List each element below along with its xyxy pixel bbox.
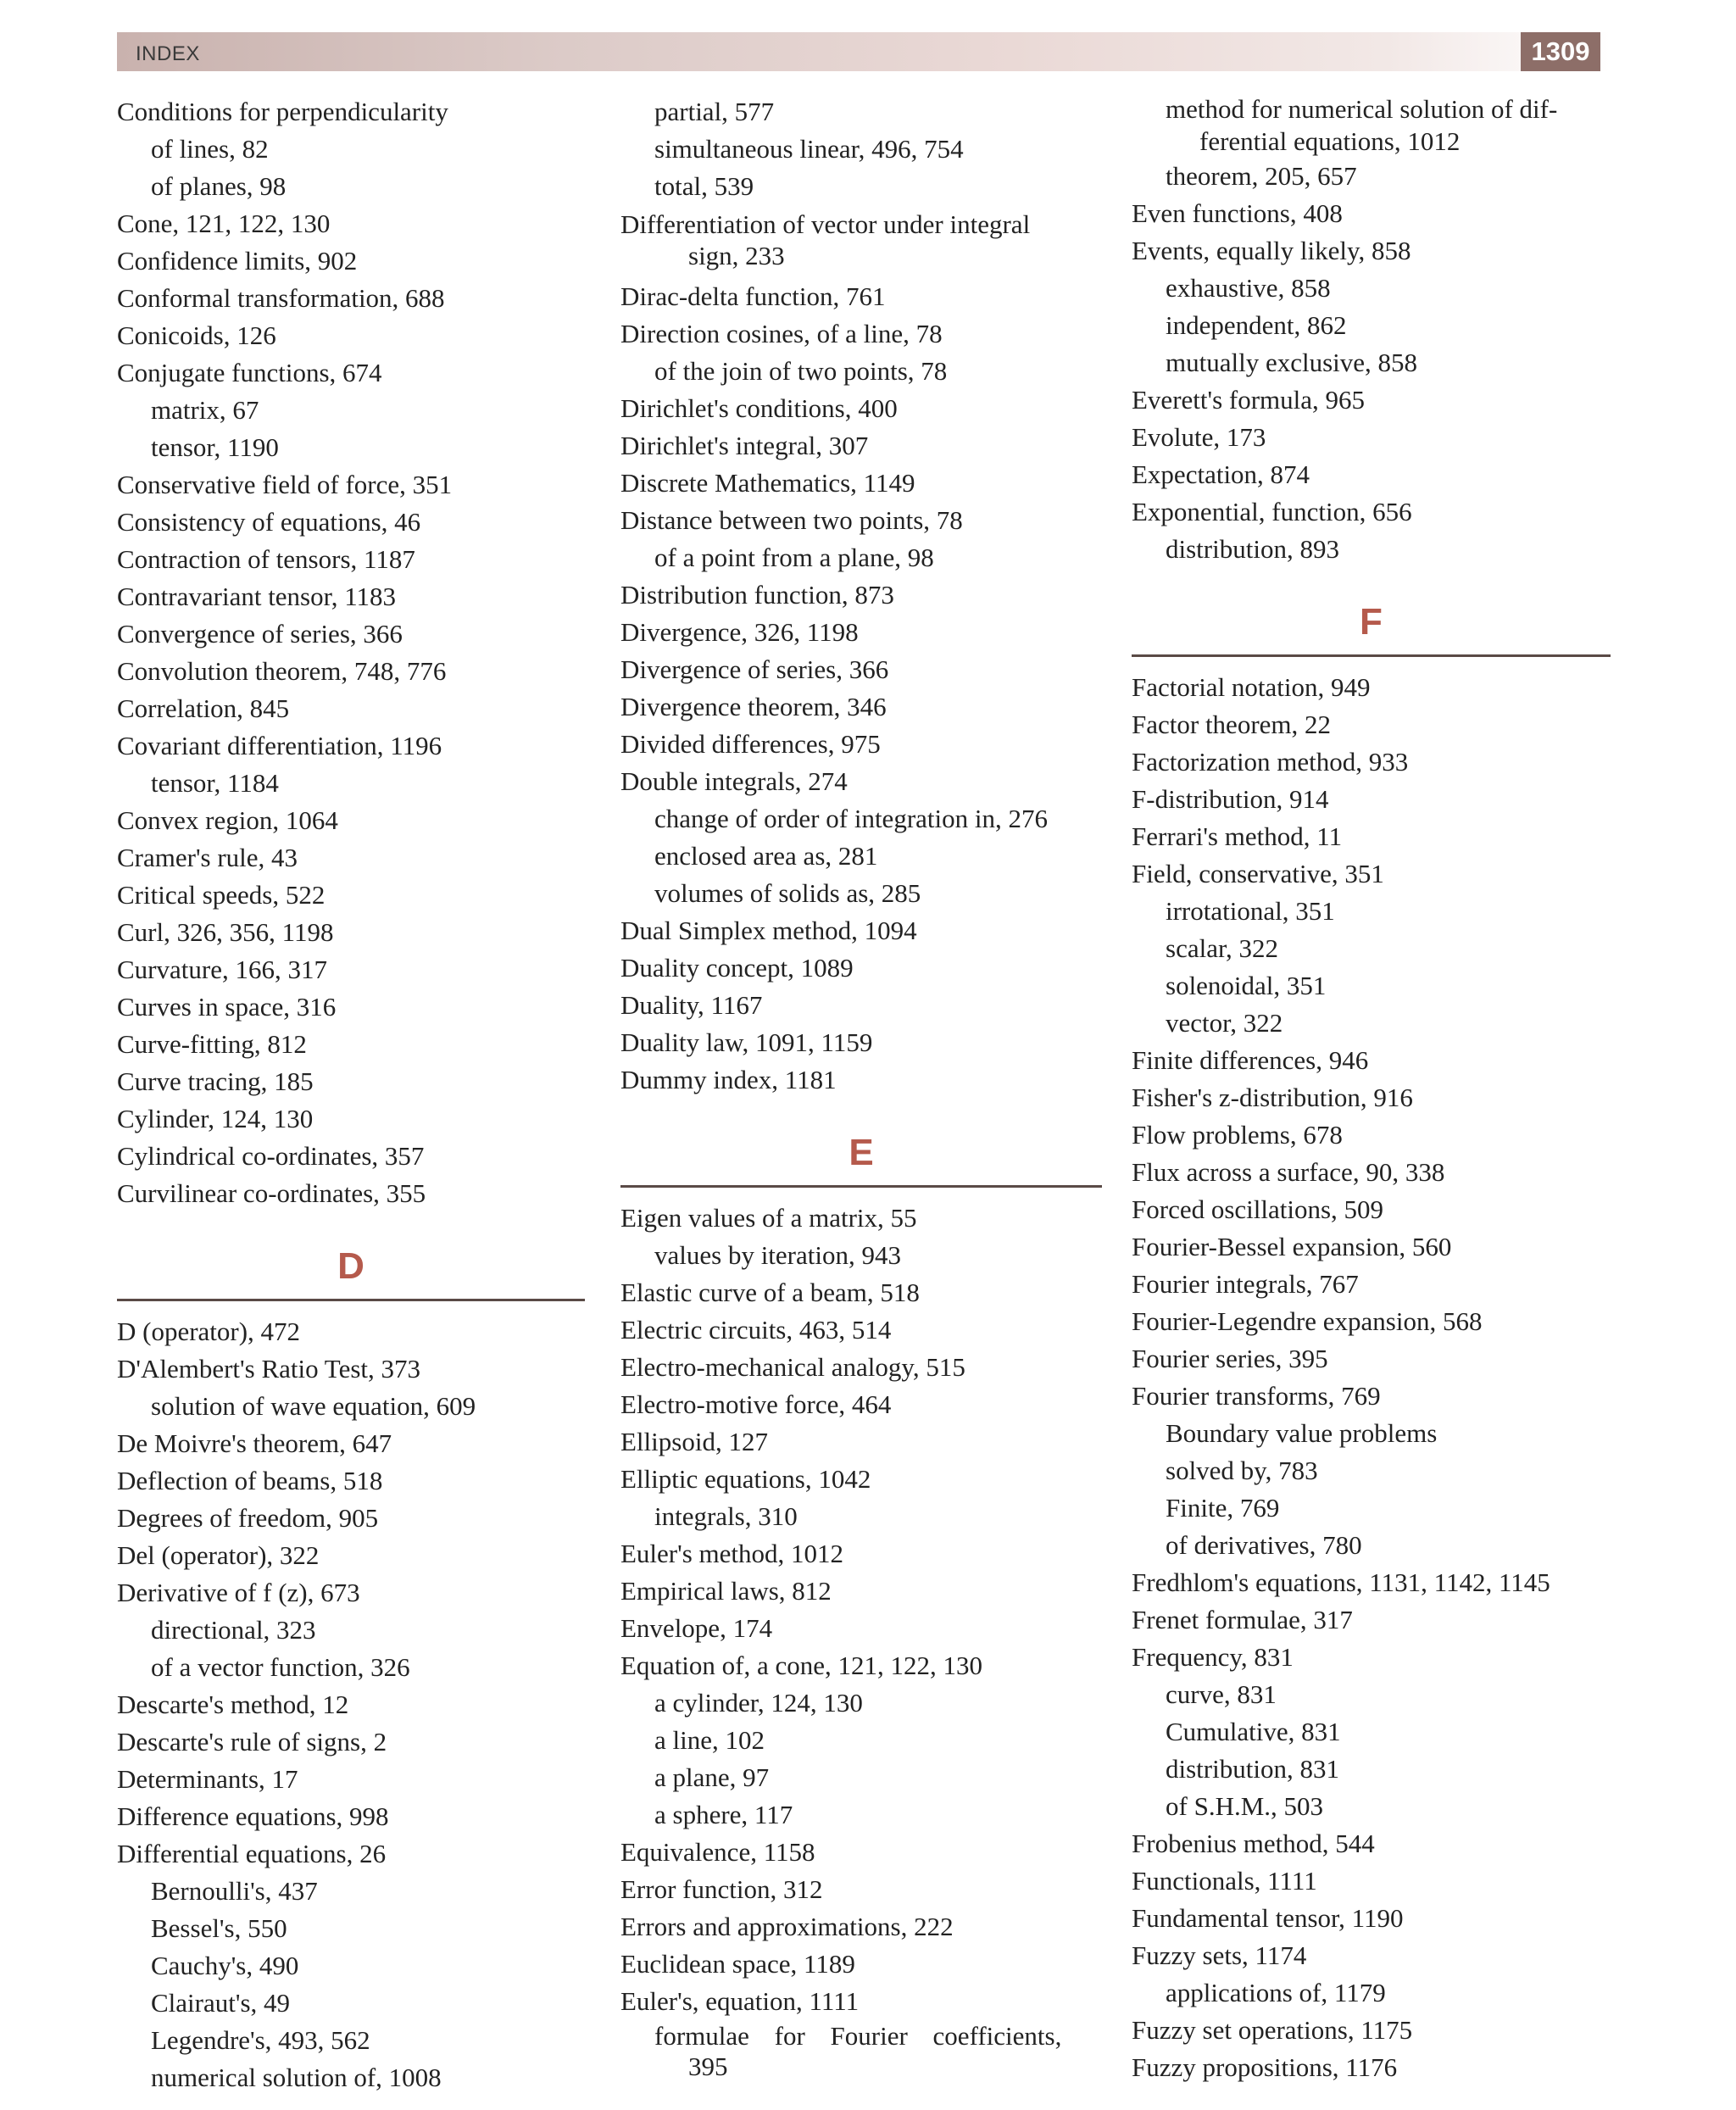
- index-entry: Dirichlet's integral, 307: [620, 431, 869, 460]
- index-entry-continuation: ferential equations, 1012: [1199, 126, 1461, 156]
- index-subentry: tensor, 1190: [151, 432, 279, 462]
- index-entry: Covariant differentiation, 1196: [117, 731, 442, 760]
- index-entry: Distance between two points, 78: [620, 505, 963, 535]
- index-entry: Deflection of beams, 518: [117, 1466, 383, 1495]
- index-subentry: directional, 323: [151, 1615, 316, 1645]
- index-subentry: exhaustive, 858: [1166, 273, 1331, 303]
- index-entry: Dual Simplex method, 1094: [620, 916, 917, 945]
- index-entry: Derivative of f (z), 673: [117, 1578, 360, 1607]
- index-subentry: applications of, 1179: [1166, 1978, 1386, 2007]
- index-entry: Electric circuits, 463, 514: [620, 1315, 892, 1344]
- index-entry: Difference equations, 998: [117, 1801, 389, 1831]
- index-entry: Divergence theorem, 346: [620, 692, 887, 721]
- index-entry: Fourier integrals, 767: [1132, 1269, 1359, 1299]
- index-subentry: a sphere, 117: [654, 1800, 793, 1829]
- index-entry: Cylindrical co-ordinates, 357: [117, 1141, 425, 1171]
- index-entry: Consistency of equations, 46: [117, 507, 421, 537]
- index-subentry: Clairaut's, 49: [151, 1988, 291, 2018]
- index-subentry: of planes, 98: [151, 171, 287, 201]
- index-subentry: vector, 322: [1166, 1008, 1283, 1038]
- index-subentry: a cylinder, 124, 130: [654, 1688, 863, 1718]
- index-entry: Convex region, 1064: [117, 805, 338, 835]
- index-subentry: theorem, 205, 657: [1166, 161, 1357, 191]
- index-subentry: of lines, 82: [151, 134, 269, 164]
- index-entry: Electro-motive force, 464: [620, 1389, 892, 1419]
- index-entry: Differential equations, 26: [117, 1839, 387, 1868]
- section-heading-e: E: [620, 1121, 1102, 1188]
- index-entry: Field, conservative, 351: [1132, 859, 1384, 888]
- index-entry: Frenet formulae, 317: [1132, 1605, 1353, 1634]
- index-subentry: tensor, 1184: [151, 768, 279, 798]
- page-number: 1309: [1521, 32, 1600, 71]
- index-entry: D (operator), 472: [117, 1317, 301, 1346]
- index-entry: Contravariant tensor, 1183: [117, 582, 397, 611]
- index-entry: Curve-fitting, 812: [117, 1029, 307, 1059]
- index-entry: Events, equally likely, 858: [1132, 236, 1411, 265]
- section-heading-f: F: [1132, 590, 1611, 657]
- index-subentry: method for numerical solution of dif-: [1166, 94, 1558, 124]
- index-entry: Correlation, 845: [117, 693, 290, 723]
- index-entry: Del (operator), 322: [117, 1540, 320, 1570]
- index-entry: Fourier-Legendre expansion, 568: [1132, 1306, 1483, 1336]
- index-subentry: mutually exclusive, 858: [1166, 348, 1418, 377]
- index-entry: Fredhlom's equations, 1131, 1142, 1145: [1132, 1567, 1550, 1597]
- index-subentry: scalar, 322: [1166, 933, 1279, 963]
- section-heading-d: D: [117, 1234, 585, 1301]
- index-entry: Divergence of series, 366: [620, 654, 889, 684]
- index-entry: Conservative field of force, 351: [117, 470, 453, 499]
- index-entry: Equation of, a cone, 121, 122, 130: [620, 1651, 983, 1680]
- index-entry: Fuzzy sets, 1174: [1132, 1940, 1307, 1970]
- index-entry: Duality concept, 1089: [620, 953, 854, 983]
- index-entry: Discrete Mathematics, 1149: [620, 468, 915, 498]
- index-entry: Evolute, 173: [1132, 422, 1266, 452]
- index-entry: Direction cosines, of a line, 78: [620, 319, 943, 348]
- index-subentry: change of order of integration in, 276: [654, 804, 1048, 833]
- index-entry: Determinants, 17: [117, 1764, 298, 1794]
- index-entry: Confidence limits, 902: [117, 246, 358, 276]
- index-subentry: numerical solution of, 1008: [151, 2063, 442, 2092]
- index-entry: Envelope, 174: [620, 1613, 773, 1643]
- index-entry: Dummy index, 1181: [620, 1065, 837, 1094]
- index-entry: Conjugate functions, 674: [117, 358, 382, 387]
- index-column-2: [620, 93, 1102, 2081]
- index-entry: Divided differences, 975: [620, 729, 881, 759]
- index-entry: Electro-mechanical analogy, 515: [620, 1352, 965, 1382]
- index-subentry: a line, 102: [654, 1725, 765, 1755]
- index-entry: Convergence of series, 366: [117, 619, 403, 649]
- index-subentry: volumes of solids as, 285: [654, 878, 921, 908]
- index-subentry: distribution, 831: [1166, 1754, 1339, 1784]
- index-entry: Duality law, 1091, 1159: [620, 1027, 873, 1057]
- index-entry: Eigen values of a matrix, 55: [620, 1203, 917, 1233]
- index-entry: Curl, 326, 356, 1198: [117, 917, 334, 947]
- index-entry: Error function, 312: [620, 1874, 823, 1904]
- index-subentry: matrix, 67: [151, 395, 259, 425]
- index-subentry: solenoidal, 351: [1166, 971, 1327, 1000]
- index-subentry: curve, 831: [1166, 1679, 1277, 1709]
- index-subentry: of derivatives, 780: [1166, 1530, 1362, 1560]
- running-header: INDEX: [136, 42, 200, 65]
- index-subentry: solution of wave equation, 609: [151, 1391, 476, 1421]
- index-entry: Fourier-Bessel expansion, 560: [1132, 1232, 1452, 1261]
- index-entry: Descarte's method, 12: [117, 1690, 349, 1719]
- index-entry: Curves in space, 316: [117, 992, 337, 1022]
- index-entry: Frequency, 831: [1132, 1642, 1294, 1672]
- index-entry: Differentiation of vector under integral: [620, 209, 1031, 239]
- index-subentry: a plane, 97: [654, 1762, 770, 1792]
- index-subentry: integrals, 310: [654, 1501, 798, 1531]
- index-entry: Degrees of freedom, 905: [117, 1503, 379, 1533]
- index-subentry: irrotational, 351: [1166, 896, 1335, 926]
- index-entry: D'Alembert's Ratio Test, 373: [117, 1354, 420, 1383]
- index-subentry: Cumulative, 831: [1166, 1717, 1341, 1746]
- index-entry: Dirac-delta function, 761: [620, 281, 886, 311]
- index-entry: Expectation, 874: [1132, 459, 1310, 489]
- index-entry: Functionals, 1111: [1132, 1866, 1317, 1896]
- index-subentry: simultaneous linear, 496, 754: [654, 134, 964, 164]
- index-subentry: total, 539: [654, 171, 754, 201]
- index-entry: Curvilinear co-ordinates, 355: [117, 1178, 426, 1208]
- index-subentry: Bessel's, 550: [151, 1913, 287, 1943]
- index-entry: Fuzzy set operations, 1175: [1132, 2015, 1413, 2045]
- index-entry: Even functions, 408: [1132, 198, 1343, 228]
- index-entry: Conformal transformation, 688: [117, 283, 445, 313]
- index-entry: Euler's, equation, 1111: [620, 1986, 860, 2016]
- index-entry: Fourier transforms, 769: [1132, 1381, 1381, 1411]
- index-entry: Exponential, function, 656: [1132, 497, 1412, 526]
- index-entry: Factor theorem, 22: [1132, 710, 1332, 739]
- index-subentry: of S.H.M., 503: [1166, 1791, 1324, 1821]
- index-entry: Conicoids, 126: [117, 320, 276, 350]
- index-entry: Dirichlet's conditions, 400: [620, 393, 898, 423]
- index-entry: Fundamental tensor, 1190: [1132, 1903, 1404, 1933]
- index-entry: Curvature, 166, 317: [117, 955, 327, 984]
- index-entry: Equivalence, 1158: [620, 1837, 815, 1867]
- index-subentry: of a point from a plane, 98: [654, 543, 934, 572]
- index-entry-continuation: 395: [688, 2052, 728, 2081]
- index-subentry: independent, 862: [1166, 310, 1347, 340]
- index-entry: Cone, 121, 122, 130: [117, 209, 331, 238]
- index-entry: Cramer's rule, 43: [117, 843, 298, 872]
- index-entry: Conditions for perpendicularity: [117, 97, 448, 126]
- index-entry: Errors and approximations, 222: [620, 1912, 954, 1941]
- index-entry: Factorial notation, 949: [1132, 672, 1371, 702]
- index-entry: Factorization method, 933: [1132, 747, 1409, 777]
- index-entry: Divergence, 326, 1198: [620, 617, 859, 647]
- index-entry: Euclidean space, 1189: [620, 1949, 855, 1979]
- index-subentry: Bernoulli's, 437: [151, 1876, 318, 1906]
- index-entry: Ferrari's method, 11: [1132, 821, 1343, 851]
- index-subentry: of a vector function, 326: [151, 1652, 410, 1682]
- index-entry: Flux across a surface, 90, 338: [1132, 1157, 1445, 1187]
- index-entry: Frobenius method, 544: [1132, 1829, 1375, 1858]
- index-subentry: of the join of two points, 78: [654, 356, 948, 386]
- index-entry: Duality, 1167: [620, 990, 763, 1020]
- index-entry: Contraction of tensors, 1187: [117, 544, 415, 574]
- index-entry: Fisher's z-distribution, 916: [1132, 1083, 1413, 1112]
- index-entry: Empirical laws, 812: [620, 1576, 832, 1606]
- index-entry: Fuzzy propositions, 1176: [1132, 2052, 1398, 2082]
- index-entry: Euler's method, 1012: [620, 1539, 844, 1568]
- index-entry: Critical speeds, 522: [117, 880, 326, 910]
- index-subentry: Legendre's, 493, 562: [151, 2025, 370, 2055]
- index-entry: Finite differences, 946: [1132, 1045, 1369, 1075]
- index-subentry: enclosed area as, 281: [654, 841, 878, 871]
- index-entry: Cylinder, 124, 130: [117, 1104, 314, 1133]
- index-entry: Fourier series, 395: [1132, 1344, 1328, 1373]
- index-entry: Convolution theorem, 748, 776: [117, 656, 447, 686]
- index-entry: Curve tracing, 185: [117, 1066, 314, 1096]
- index-subentry: formulae for Fourier coefficients,: [654, 2021, 1062, 2051]
- index-entry: De Moivre's theorem, 647: [117, 1428, 392, 1458]
- index-subentry: Cauchy's, 490: [151, 1951, 299, 1980]
- index-entry: Flow problems, 678: [1132, 1120, 1343, 1150]
- index-entry: Distribution function, 873: [620, 580, 894, 610]
- index-column-1: [117, 93, 585, 2096]
- index-entry: Elliptic equations, 1042: [620, 1464, 871, 1494]
- index-subentry: solved by, 783: [1166, 1456, 1318, 1485]
- index-entry: Elastic curve of a beam, 518: [620, 1278, 920, 1307]
- index-subentry: Finite, 769: [1166, 1493, 1280, 1523]
- index-column-3: [1132, 93, 1611, 2086]
- index-entry: F-distribution, 914: [1132, 784, 1329, 814]
- index-entry-continuation: sign, 233: [688, 241, 785, 270]
- index-entry: Descarte's rule of signs, 2: [117, 1727, 387, 1756]
- index-entry: Ellipsoid, 127: [620, 1427, 768, 1456]
- index-subentry: partial, 577: [654, 97, 775, 126]
- index-subentry: values by iteration, 943: [654, 1240, 901, 1270]
- index-subentry: Boundary value problems: [1166, 1418, 1438, 1448]
- index-entry: Everett's formula, 965: [1132, 385, 1366, 415]
- header-bar: [117, 32, 1611, 71]
- index-entry: Double integrals, 274: [620, 766, 848, 796]
- index-subentry: distribution, 893: [1166, 534, 1339, 564]
- index-entry: Forced oscillations, 509: [1132, 1194, 1384, 1224]
